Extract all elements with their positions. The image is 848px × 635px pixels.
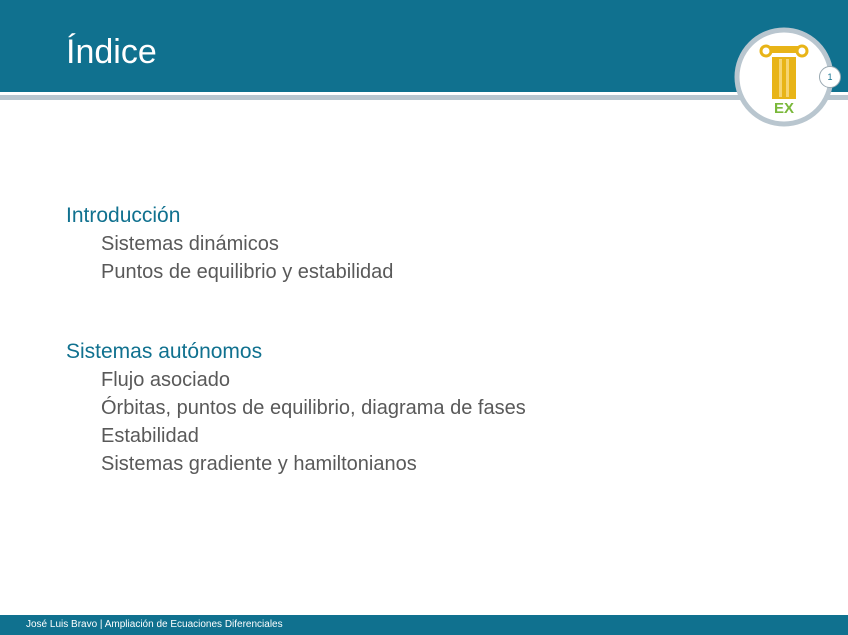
section-title: Introducción bbox=[66, 204, 181, 227]
toc-item: Sistemas gradiente y hamiltonianos bbox=[101, 453, 417, 475]
footer-bar bbox=[0, 615, 848, 635]
toc-section-sistemas-autonomos bbox=[66, 338, 526, 478]
footer-text: José Luis Bravo | Ampliación de Ecuaciones Diferenciales bbox=[26, 619, 283, 630]
toc-item: Flujo asociado bbox=[101, 369, 230, 391]
toc-item: Sistemas dinámicos bbox=[101, 233, 279, 255]
toc-item: Estabilidad bbox=[101, 425, 199, 447]
table-of-contents bbox=[66, 202, 526, 530]
slide-title: Índice bbox=[66, 33, 157, 71]
toc-item: Órbitas, puntos de equilibrio, diagrama de fases bbox=[101, 397, 526, 419]
logo-text: EX bbox=[773, 100, 795, 117]
page-number-badge: 1 bbox=[819, 66, 841, 88]
toc-item: Puntos de equilibrio y estabilidad bbox=[101, 261, 394, 283]
header-bar bbox=[0, 0, 848, 92]
section-title: Sistemas autónomos bbox=[66, 340, 263, 363]
header-divider bbox=[0, 95, 848, 100]
toc-section-introduccion bbox=[66, 202, 526, 286]
